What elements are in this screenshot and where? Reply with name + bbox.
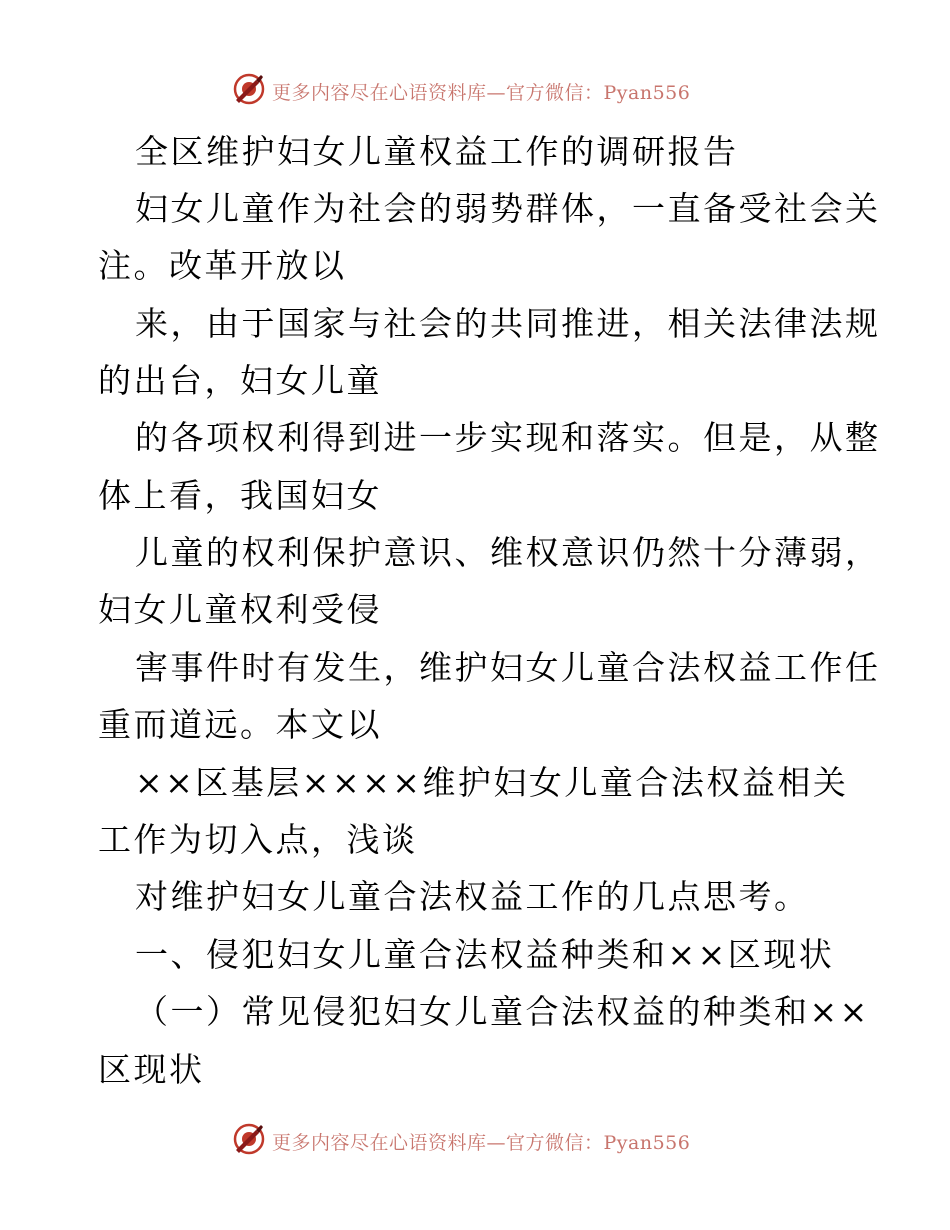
section-heading: 一、侵犯妇女儿童合法权益种类和××区现状 [135, 935, 835, 974]
paragraph-line: 的各项权利得到进一步实现和落实。但是，从整 [135, 418, 881, 457]
paragraph-line: 害事件时有发生，维护妇女儿童合法权益工作任 [135, 648, 881, 687]
pen-logo-icon [232, 72, 266, 106]
paragraph-line: 注。改革开放以 [98, 246, 347, 285]
paragraph-line: 儿童的权利保护意识、维权意识仍然十分薄弱， [135, 533, 881, 572]
paragraph-line: 区现状 [98, 1050, 205, 1089]
paragraph-line: 体上看，我国妇女 [98, 476, 382, 515]
document-title: 全区维护妇女儿童权益工作的调研报告 [135, 132, 739, 171]
subsection-heading: （一）常见侵犯妇女儿童合法权益的种类和×× [135, 992, 870, 1031]
paragraph-line: 妇女儿童权利受侵 [98, 590, 382, 629]
pen-logo-icon [232, 1122, 266, 1156]
watermark-banner-top [0, 70, 950, 110]
watermark-text: 更多内容尽在心语资料库—官方微信：Pyan556 [272, 1132, 691, 1154]
paragraph-line: 重而道远。本文以 [98, 705, 382, 744]
paragraph-line: 妇女儿童作为社会的弱势群体，一直备受社会关 [135, 189, 881, 228]
paragraph-line: 对维护妇女儿童合法权益工作的几点思考。 [135, 877, 810, 916]
watermark-banner-bottom [0, 1120, 950, 1160]
watermark-text: 更多内容尽在心语资料库—官方微信：Pyan556 [272, 82, 691, 104]
paragraph-line: ××区基层××××维护妇女儿童合法权益相关 [135, 763, 849, 802]
paragraph-line: 的出台，妇女儿童 [98, 361, 382, 400]
paragraph-line: 工作为切入点，浅谈 [98, 820, 418, 859]
paragraph-line: 来，由于国家与社会的共同推进，相关法律法规 [135, 304, 881, 343]
